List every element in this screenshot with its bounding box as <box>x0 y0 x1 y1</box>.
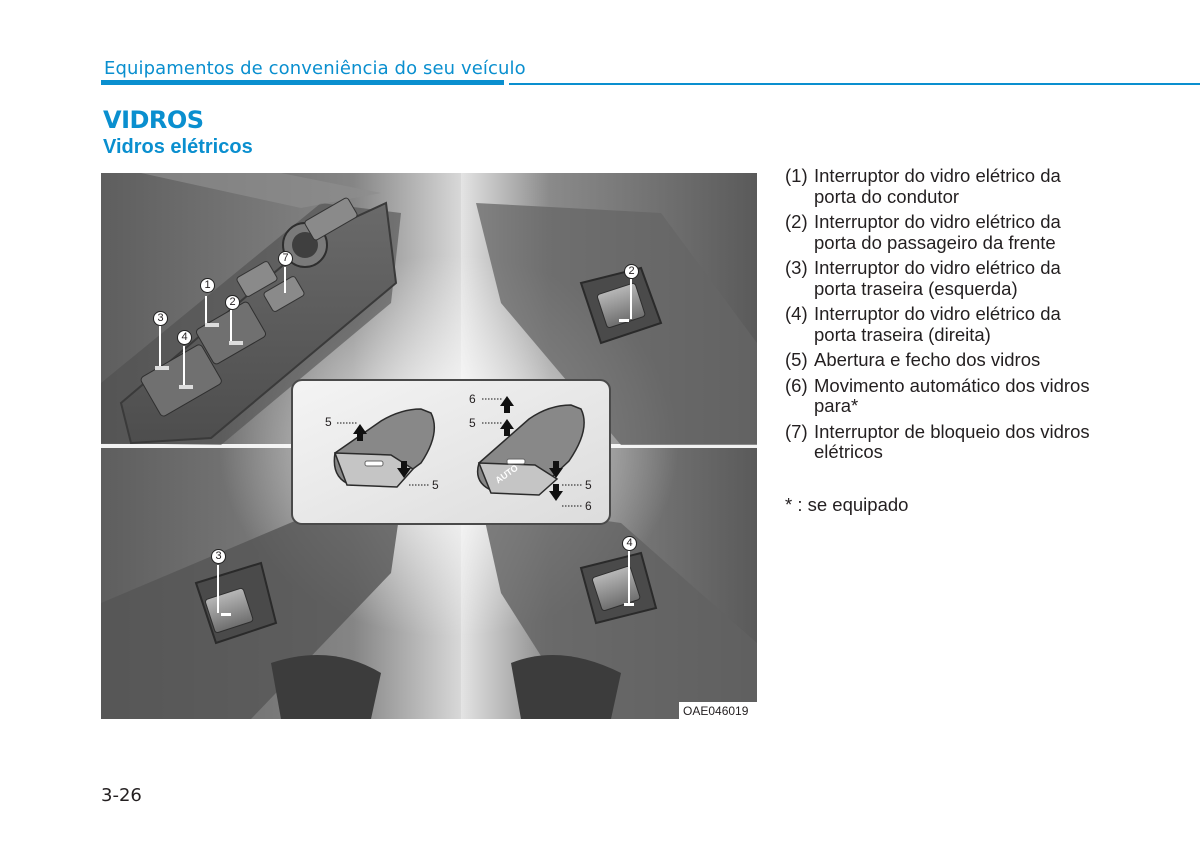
window-switch-illustration <box>101 173 757 719</box>
legend-item <box>785 376 1105 417</box>
page-number: 3-26 <box>101 785 142 806</box>
inset-label-6-down-right: 6 <box>585 499 592 513</box>
legend-num: (4) <box>785 303 808 324</box>
callout-1: 1 <box>200 278 215 293</box>
callout-3: 3 <box>153 311 168 326</box>
legend-list <box>785 166 1105 468</box>
legend-text: Interruptor do vidro elétrico da porta traseira (direita) <box>814 303 1061 345</box>
legend-item <box>785 304 1105 345</box>
callout-4: 4 <box>177 330 192 345</box>
legend-item <box>785 422 1105 463</box>
header-rule <box>509 83 1200 85</box>
inset-label-5-up-right: 5 <box>469 416 476 430</box>
legend-item <box>785 166 1105 207</box>
legend-item <box>785 350 1105 371</box>
callout-3-rear-left: 3 <box>211 549 226 564</box>
legend-num: (1) <box>785 165 808 186</box>
legend-item <box>785 212 1105 253</box>
legend-text: Interruptor do vidro elétrico da porta traseira (esquerda) <box>814 257 1061 299</box>
legend-num: (7) <box>785 420 808 442</box>
callout-2-passenger: 2 <box>624 264 639 279</box>
legend-text: Interruptor de bloqueio dos vidros elétricos <box>814 420 1090 462</box>
page-title: VIDROS <box>103 106 204 134</box>
legend-text: Interruptor do vidro elétrico da porta do condutor <box>814 165 1061 207</box>
legend-num: (5) <box>785 349 808 370</box>
inset-label-6-up-right: 6 <box>469 392 476 406</box>
inset-label-5-down-right: 5 <box>585 478 592 492</box>
header-accent-bar <box>101 80 504 85</box>
legend-num: (2) <box>785 211 808 232</box>
inset-label-5-down-left: 5 <box>432 478 439 492</box>
legend-text: Movimento automático dos vidros para* <box>814 374 1090 416</box>
section-header: Equipamentos de conveniência do seu veículo <box>104 58 526 79</box>
legend-item <box>785 258 1105 299</box>
auto-label: AUTO <box>493 462 520 486</box>
legend-text: Interruptor do vidro elétrico da porta do passageiro da frente <box>814 211 1061 253</box>
inset-label-5-up-left: 5 <box>325 415 332 429</box>
footnote: * : se equipado <box>785 494 909 515</box>
callout-2: 2 <box>225 295 240 310</box>
legend-text: Abertura e fecho dos vidros <box>814 349 1041 370</box>
figure-code: OAE046019 <box>683 704 749 718</box>
callout-4-rear-right: 4 <box>622 536 637 551</box>
legend-num: (6) <box>785 374 808 396</box>
callout-7: 7 <box>278 251 293 266</box>
legend-num: (3) <box>785 257 808 278</box>
page-subtitle: Vidros elétricos <box>103 136 253 158</box>
